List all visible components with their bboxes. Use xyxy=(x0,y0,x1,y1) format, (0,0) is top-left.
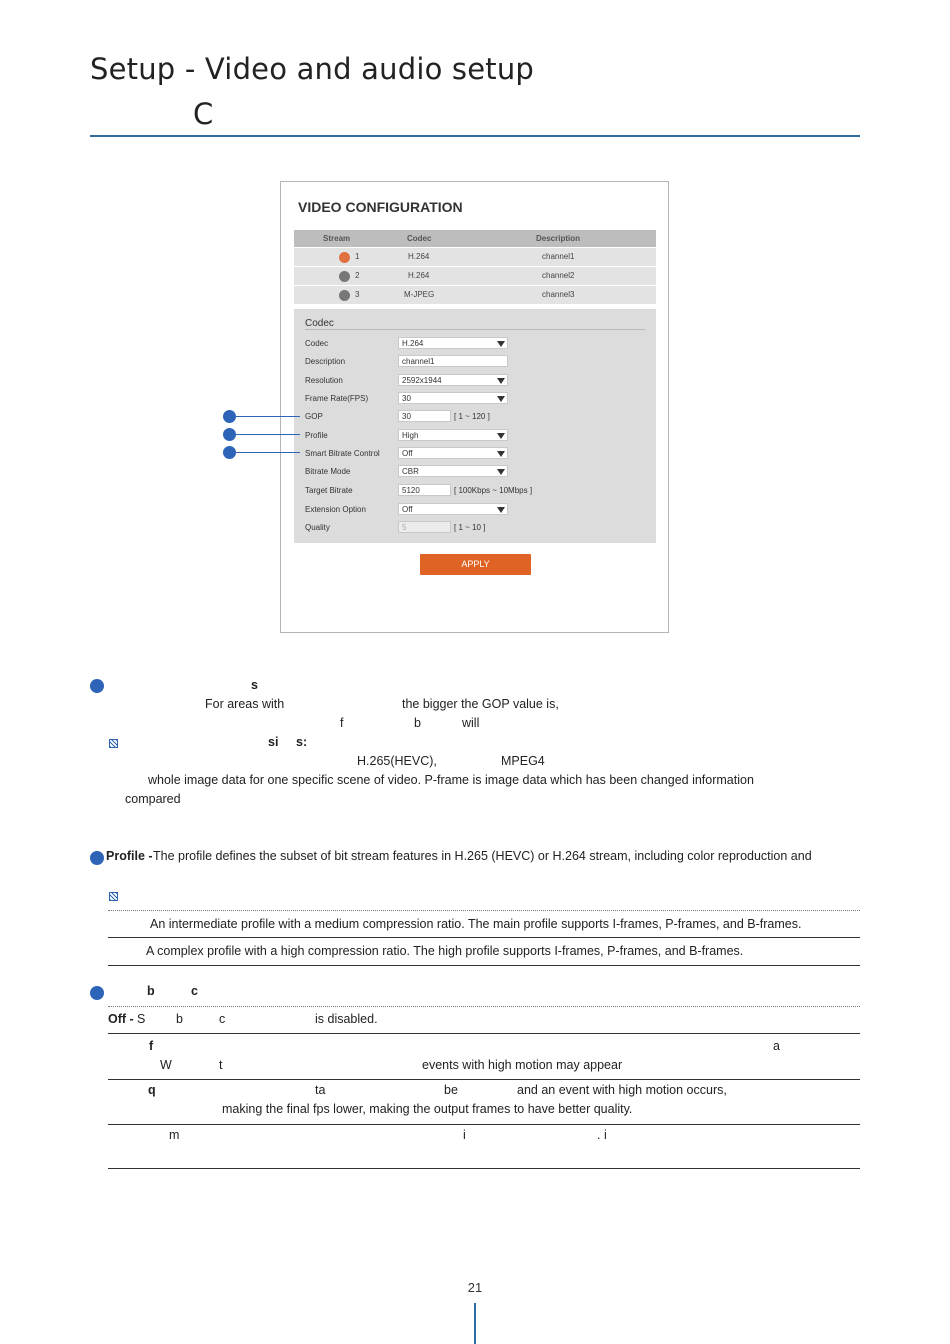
note-heading: s: xyxy=(296,735,308,749)
note-text: whole image data for one specific scene of video. P-frame is image data which has been changed information xyxy=(148,773,754,787)
fps-mode-text: W xyxy=(160,1058,172,1072)
gop-range: [ 1 ~ 120 ] xyxy=(454,412,490,421)
page-subtitle: C xyxy=(193,97,214,131)
note-text: MPEG4 xyxy=(501,754,545,768)
smart-bitrate-heading: b xyxy=(147,984,155,998)
off-text: b xyxy=(176,1012,183,1026)
smart-bitrate-heading: c xyxy=(191,984,198,998)
gop-input[interactable]: 30 xyxy=(398,410,451,422)
fps-mode-text: t xyxy=(219,1058,223,1072)
stream-table xyxy=(294,230,656,304)
fps-mode-text: events with high motion may appear xyxy=(422,1058,623,1072)
description-input[interactable]: channel1 xyxy=(398,355,508,367)
target-bitrate-range: [ 100Kbps ~ 10Mbps ] xyxy=(454,486,533,495)
bitrate-mode-select[interactable] xyxy=(398,465,508,477)
chevron-down-icon xyxy=(497,341,505,347)
off-text: S xyxy=(137,1012,146,1026)
frame-rate-select[interactable] xyxy=(398,392,508,404)
table-divider xyxy=(108,1124,860,1125)
chevron-down-icon xyxy=(497,378,505,384)
header-codec: Codec xyxy=(407,234,432,243)
stream-radio-icon[interactable] xyxy=(339,252,350,263)
section-marker-gop xyxy=(90,679,104,693)
callout-line-profile xyxy=(236,434,300,435)
profile-value: High xyxy=(402,431,419,440)
off-text: c xyxy=(219,1012,226,1026)
page-footer-bar xyxy=(474,1303,476,1344)
stream-codec: M-JPEG xyxy=(404,290,435,299)
fps-mode-text: a xyxy=(773,1039,780,1053)
profile-main-text: An intermediate profile with a medium compression ratio. The main profile supports I-frames, P-frames, and B-frames. xyxy=(150,917,802,931)
gop-text: b xyxy=(414,716,421,730)
stream-radio-icon[interactable] xyxy=(339,290,350,301)
smart-bitrate-value: Off xyxy=(402,449,413,458)
gop-text: will xyxy=(462,716,480,730)
resolution-select[interactable] xyxy=(398,374,508,386)
profile-heading: Profile - xyxy=(106,849,153,863)
gop-text: the bigger the GOP value is, xyxy=(402,697,559,711)
callout-line-gop xyxy=(236,416,300,417)
stream-codec: H.264 xyxy=(408,252,430,261)
note-text: H.265(HEVC), xyxy=(357,754,437,768)
section-marker-smart-bitrate xyxy=(90,986,104,1000)
gop-heading: s xyxy=(251,678,258,692)
header-stream: Stream xyxy=(323,234,351,243)
note-heading: si xyxy=(268,735,279,749)
table-divider xyxy=(108,1079,860,1080)
gop-label: GOP xyxy=(305,412,323,421)
gop-text: For areas with xyxy=(205,697,285,711)
table-divider xyxy=(108,965,860,966)
codec-section-divider xyxy=(305,329,645,330)
panel-title: VIDEO CONFIGURATION xyxy=(298,199,463,215)
stream-description: channel2 xyxy=(542,271,575,280)
quality-input: 5 xyxy=(398,521,451,533)
callout-line-smart-bitrate xyxy=(236,452,300,453)
smart-bitrate-select[interactable] xyxy=(398,447,508,459)
smart-bitrate-label: Smart Bitrate Control xyxy=(305,449,380,458)
callout-marker-smart-bitrate xyxy=(223,446,236,459)
quality-mode-text: ta xyxy=(315,1083,326,1097)
extension-option-select[interactable] xyxy=(398,503,508,515)
stream-row-1[interactable] xyxy=(294,248,656,266)
stream-row-3[interactable] xyxy=(294,286,656,304)
motion-mode-text: i xyxy=(463,1128,466,1142)
callout-marker-gop xyxy=(223,410,236,423)
table-divider xyxy=(108,1168,860,1169)
chevron-down-icon xyxy=(497,433,505,439)
header-description: Description xyxy=(536,234,581,243)
off-text: is disabled. xyxy=(315,1012,378,1026)
codec-value: H.264 xyxy=(402,339,424,348)
bitrate-mode-value: CBR xyxy=(402,467,419,476)
quality-mode-label: q xyxy=(148,1083,156,1097)
stream-description: channel1 xyxy=(542,252,575,261)
codec-select[interactable] xyxy=(398,337,508,349)
quality-mode-text: making the final fps lower, making the output frames to have better quality. xyxy=(222,1102,633,1116)
target-bitrate-input[interactable]: 5120 xyxy=(398,484,451,496)
bitrate-mode-label: Bitrate Mode xyxy=(305,467,351,476)
off-label: Off - xyxy=(108,1012,134,1026)
stream-radio-icon[interactable] xyxy=(339,271,350,282)
page-title: Setup - Video and audio setup xyxy=(90,52,535,86)
fps-mode-label: f xyxy=(149,1039,154,1053)
chevron-down-icon xyxy=(497,451,505,457)
motion-mode-text: m xyxy=(169,1128,180,1142)
page-number: 21 xyxy=(467,1280,483,1295)
extension-option-label: Extension Option xyxy=(305,505,366,514)
quality-mode-text: be xyxy=(444,1083,458,1097)
apply-button[interactable]: APPLY xyxy=(420,554,531,575)
quality-range: [ 1 ~ 10 ] xyxy=(454,523,486,532)
profile-high-text: A complex profile with a high compression ratio. The high profile supports I-frames, P-frames, and B-frames. xyxy=(146,944,744,958)
quality-label: Quality xyxy=(305,523,330,532)
frame-rate-label: Frame Rate(FPS) xyxy=(305,394,369,403)
profile-description: The profile defines the subset of bit stream features in H.265 (HEVC) or H.264 stream, including color reproduction and xyxy=(153,849,812,863)
stream-codec: H.264 xyxy=(408,271,430,280)
stream-number: 2 xyxy=(355,271,360,280)
chevron-down-icon xyxy=(497,396,505,402)
stream-table-header xyxy=(294,230,656,247)
table-divider xyxy=(108,1006,860,1007)
stream-number: 3 xyxy=(355,290,360,299)
title-divider xyxy=(90,135,860,137)
resolution-label: Resolution xyxy=(305,376,343,385)
extension-option-value: Off xyxy=(402,505,413,514)
table-divider xyxy=(108,910,860,911)
section-marker-profile xyxy=(90,851,104,865)
profile-select[interactable] xyxy=(398,429,508,441)
codec-label: Codec xyxy=(305,339,329,348)
quality-mode-text: and an event with high motion occurs, xyxy=(517,1083,727,1097)
note-icon xyxy=(109,739,118,748)
chevron-down-icon xyxy=(497,507,505,513)
note-text: compared xyxy=(125,792,181,806)
frame-rate-value: 30 xyxy=(402,394,411,403)
resolution-value: 2592x1944 xyxy=(402,376,442,385)
table-divider xyxy=(108,1033,860,1034)
description-label: Description xyxy=(305,357,346,366)
target-bitrate-label: Target Bitrate xyxy=(305,486,353,495)
stream-number: 1 xyxy=(355,252,360,261)
stream-description: channel3 xyxy=(542,290,575,299)
callout-marker-profile xyxy=(223,428,236,441)
codec-section-title: Codec xyxy=(305,318,334,329)
chevron-down-icon xyxy=(497,469,505,475)
stream-row-2[interactable] xyxy=(294,267,656,285)
table-divider xyxy=(108,937,860,938)
motion-mode-text: . i xyxy=(597,1128,607,1142)
gop-text: f xyxy=(340,716,344,730)
profile-label: Profile xyxy=(305,431,328,440)
note-icon xyxy=(109,892,118,901)
